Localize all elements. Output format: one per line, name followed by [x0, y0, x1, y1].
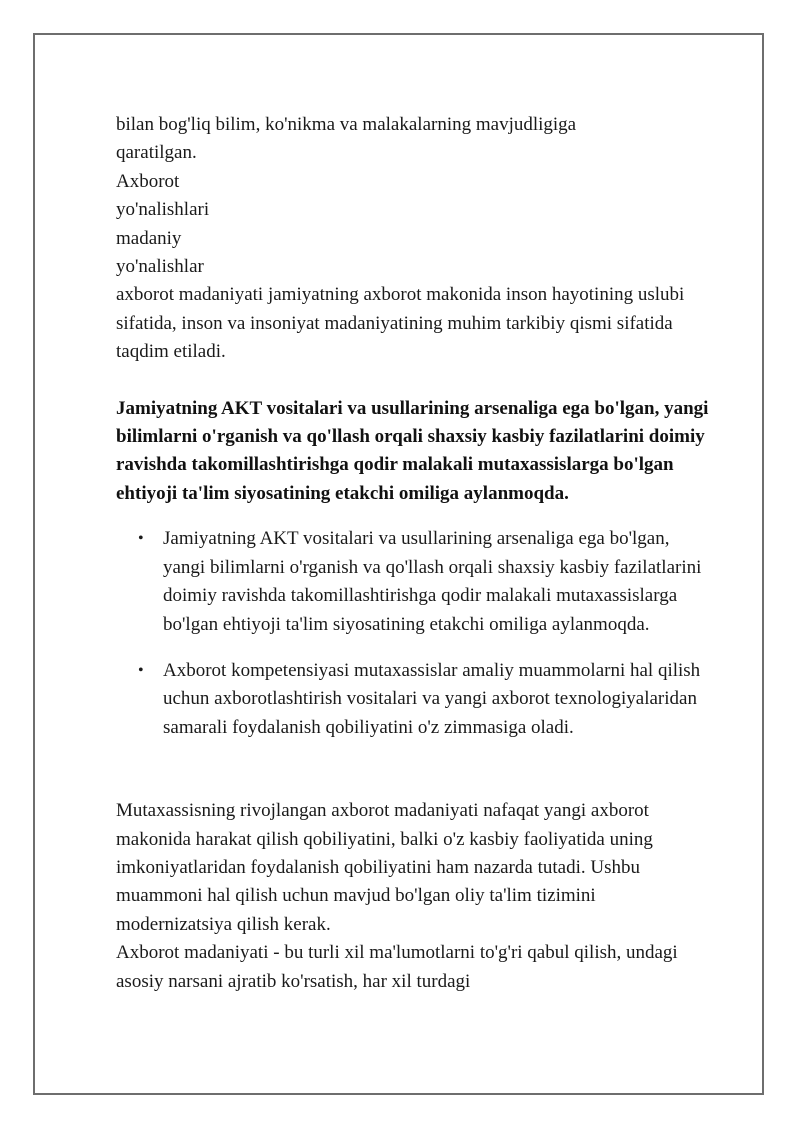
body-paragraph: Mutaxassisning rivojlangan axborot madaniyati nafaqat yangi axborot makonida harakat qilish qobiliyatini, balki o'z kasbiy faoliyatida uning imkoniyatlaridan foydalanish qobiliyatini ham nazarda tutadi. Ushbu muammoni hal qilish uchun mavjud bo'lgan oliy ta'lim tizimini modernizatsiya qilish kerak. — [116, 800, 653, 935]
bullet-dot-icon: • — [138, 661, 144, 679]
short-line: yo'nalishlar — [116, 256, 204, 278]
intro-line: qaratilgan. — [116, 142, 197, 164]
bold-paragraph: Jamiyatning AKT vositalari va usullarining arsenaliga ega bo'lgan, yangi bilimlarni o'rganish va qo'llash orqali shaxsiy kasbiy fazilatlarini doimiy ravishda takomillashtirishga qodir malakali mutaxassislarga bo'lgan ehtiyoji ta'lim siyosatining etakchi omiliga aylanmoqda. — [116, 397, 709, 504]
bullet-text: Axborot kompetensiyasi mutaxassislar amaliy muammolarni hal qilish uchun axborotlashtirish vositalari va yangi axborot texnologiyalaridan samarali foydalanish qobiliyatini o'z zimmasiga oladi. — [163, 659, 701, 738]
bullet-dot-icon: • — [138, 530, 144, 548]
body-paragraph: Axborot madaniyati - bu turli xil ma'lumotlarni to'g'ri qabul qilish, undagi asosiy narsani ajratib ko'rsatish, har xil turdagi — [116, 942, 678, 992]
document-page — [33, 33, 764, 1095]
bullet-text: Jamiyatning AKT vositalari va usullarining arsenaliga ega bo'lgan, yangi bilimlarni o'rganish va qo'llash orqali shaxsiy kasbiy fazilatlarini doimiy ravishda takomillashtirishga qodir malakali mutaxassislarga bo'lgan ehtiyoji ta'lim siyosatining etakchi omiliga aylanmoqda. — [163, 528, 702, 635]
page-content — [116, 35, 716, 996]
bullet-item — [116, 657, 716, 742]
short-line: Axborot — [116, 170, 180, 192]
short-line: madaniy — [116, 227, 182, 249]
intro-line: bilan bog'liq bilim, ko'nikma va malakalarning mavjudligiga — [116, 114, 577, 135]
short-line: yo'nalishlari — [116, 199, 210, 221]
bullet-list — [116, 525, 716, 742]
body-paragraph: axborot madaniyati jamiyatning axborot makonida inson hayotining uslubi sifatida, inson va insoniyat madaniyatining muhim tarkibiy qismi sifatida taqdim etiladi. — [116, 284, 685, 363]
bullet-item — [116, 525, 716, 639]
